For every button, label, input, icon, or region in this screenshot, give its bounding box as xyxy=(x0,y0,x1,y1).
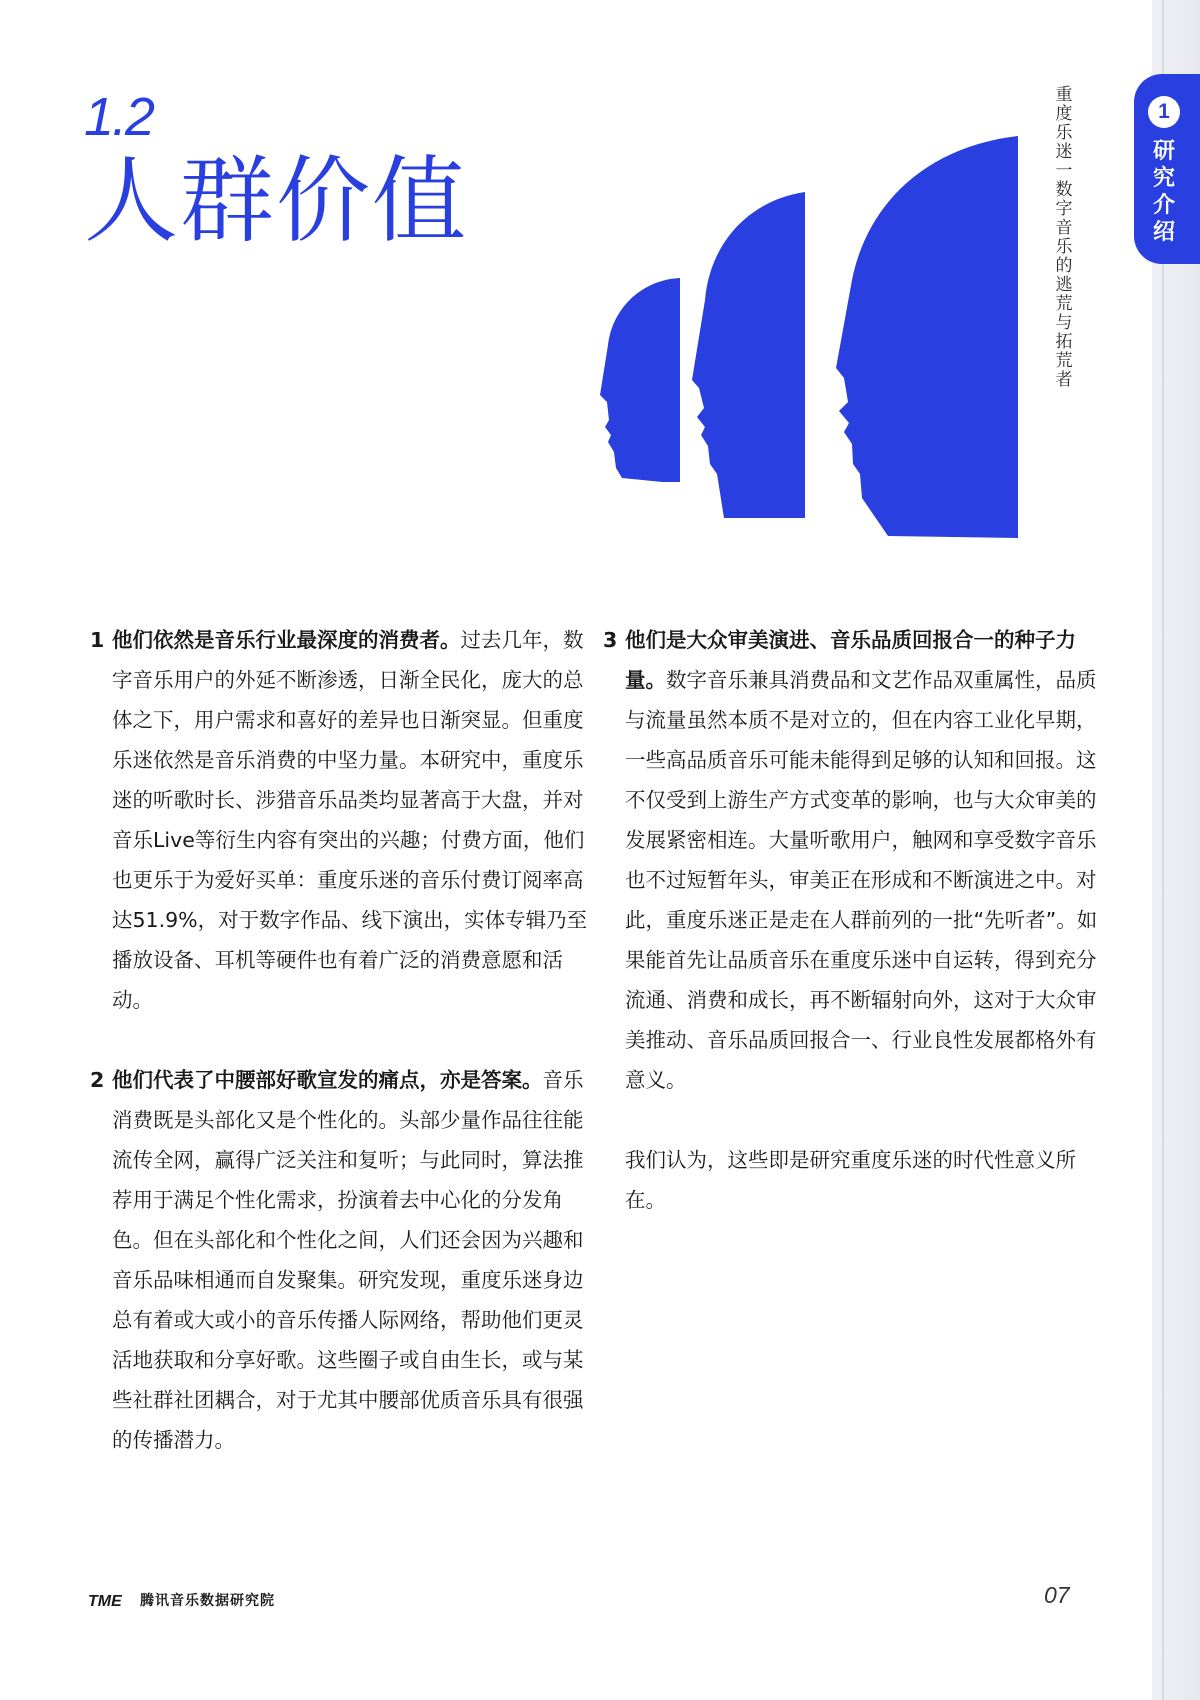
item-paragraph xyxy=(112,620,590,1020)
page-number: 07 xyxy=(1044,1582,1070,1608)
item-paragraph xyxy=(112,1060,590,1460)
item-number: 1 xyxy=(90,628,105,652)
item-number: 3 xyxy=(603,628,618,652)
footer-org-name: 腾讯音乐数据研究院 xyxy=(140,1593,275,1609)
item-body: 数字音乐兼具消费品和文艺作品双重属性，品质与流量虽然本质不是对立的，但在内容工业化早期，一些高品质音乐可能未能得到足够的认知和回报。这不仅受到上游生产方式变革的影响，也与大众审美的发展紧密相连。大量听歌用户，触网和享受数字音乐也不过短暂年头，审美正在形成和不断演进之中。对此，重度乐迷正是走在人群前列的一批“先听者”。如果能首先让品质音乐在重度乐迷中自运转，得到充分流通、消费和成长，再不断辐射向外，这对于大众审美推动、音乐品质回报合一、行业良性发展都格外有意义。 xyxy=(625,668,1098,1092)
item-number: 2 xyxy=(90,1068,105,1092)
section-number: 1.2 xyxy=(84,87,154,147)
conclusion-text: 我们认为，这些即是研究重度乐迷的时代性意义所在。 xyxy=(625,1148,1076,1212)
running-title: 重度乐迷一数字音乐的逃荒与拓荒者 xyxy=(1055,85,1073,390)
item-heading: 他们依然是音乐行业最深度的消费者。 xyxy=(112,628,461,652)
value-item-3 xyxy=(603,620,1103,1100)
chapter-number-badge: 1 xyxy=(1148,96,1180,128)
right-column xyxy=(603,620,1103,1260)
item-paragraph xyxy=(625,620,1103,1100)
tme-logo-text: TME xyxy=(88,1593,122,1608)
item-heading: 他们代表了中腰部好歌宣发的痛点，亦是答案。 xyxy=(112,1068,543,1092)
item-body: 音乐消费既是头部化又是个性化的。头部少量作品往往能流传全网，赢得广泛关注和复听；与此同时，算法推荐用于满足个性化需求，扮演着去中心化的分发角色。但在头部化和个性化之间，人们还会因为兴趣和音乐品味相通而自发聚集。研究发现，重度乐迷身边总有着或大或小的音乐传播人际网络，帮助他们更灵活地获取和分享好歌。这些圈子或自由生长，或与某些社群社团耦合，对于尤其中腰部优质音乐具有很强的传播潜力。 xyxy=(112,1068,584,1452)
tme-logo-icon xyxy=(88,1592,132,1608)
head-silhouette-large xyxy=(836,136,1018,538)
value-item-2 xyxy=(90,1060,590,1460)
head-silhouette-medium xyxy=(692,192,805,518)
head-silhouettes-illustration xyxy=(600,130,1030,550)
head-silhouette-small xyxy=(600,278,680,482)
chapter-tab[interactable] xyxy=(1134,74,1200,264)
left-column xyxy=(90,620,590,1500)
item-heading: 他们是大众审美演进、音乐品质回报合一的种子力量。 xyxy=(625,628,1076,692)
footer-brand xyxy=(88,1590,275,1610)
section-title: 人群价值 xyxy=(84,147,469,256)
conclusion xyxy=(603,1140,1103,1220)
value-item-1 xyxy=(90,620,590,1020)
chapter-label: 研究介绍 xyxy=(1152,139,1175,245)
item-body: 过去几年，数字音乐用户的外延不断渗透，日渐全民化，庞大的总体之下，用户需求和喜好的差异也日渐突显。但重度乐迷依然是音乐消费的中坚力量。本研究中，重度乐迷的听歌时长、涉猎音乐品类均显著高于大盘，并对音乐Live等衍生内容有突出的兴趣；付费方面，他们也更乐于为爱好买单：重度乐迷的音乐付费订阅率高达51.9%，对于数字作品、线下演出，实体专辑乃至播放设备、耳机等硬件也有着广泛的消费意愿和活动。 xyxy=(112,628,588,1012)
